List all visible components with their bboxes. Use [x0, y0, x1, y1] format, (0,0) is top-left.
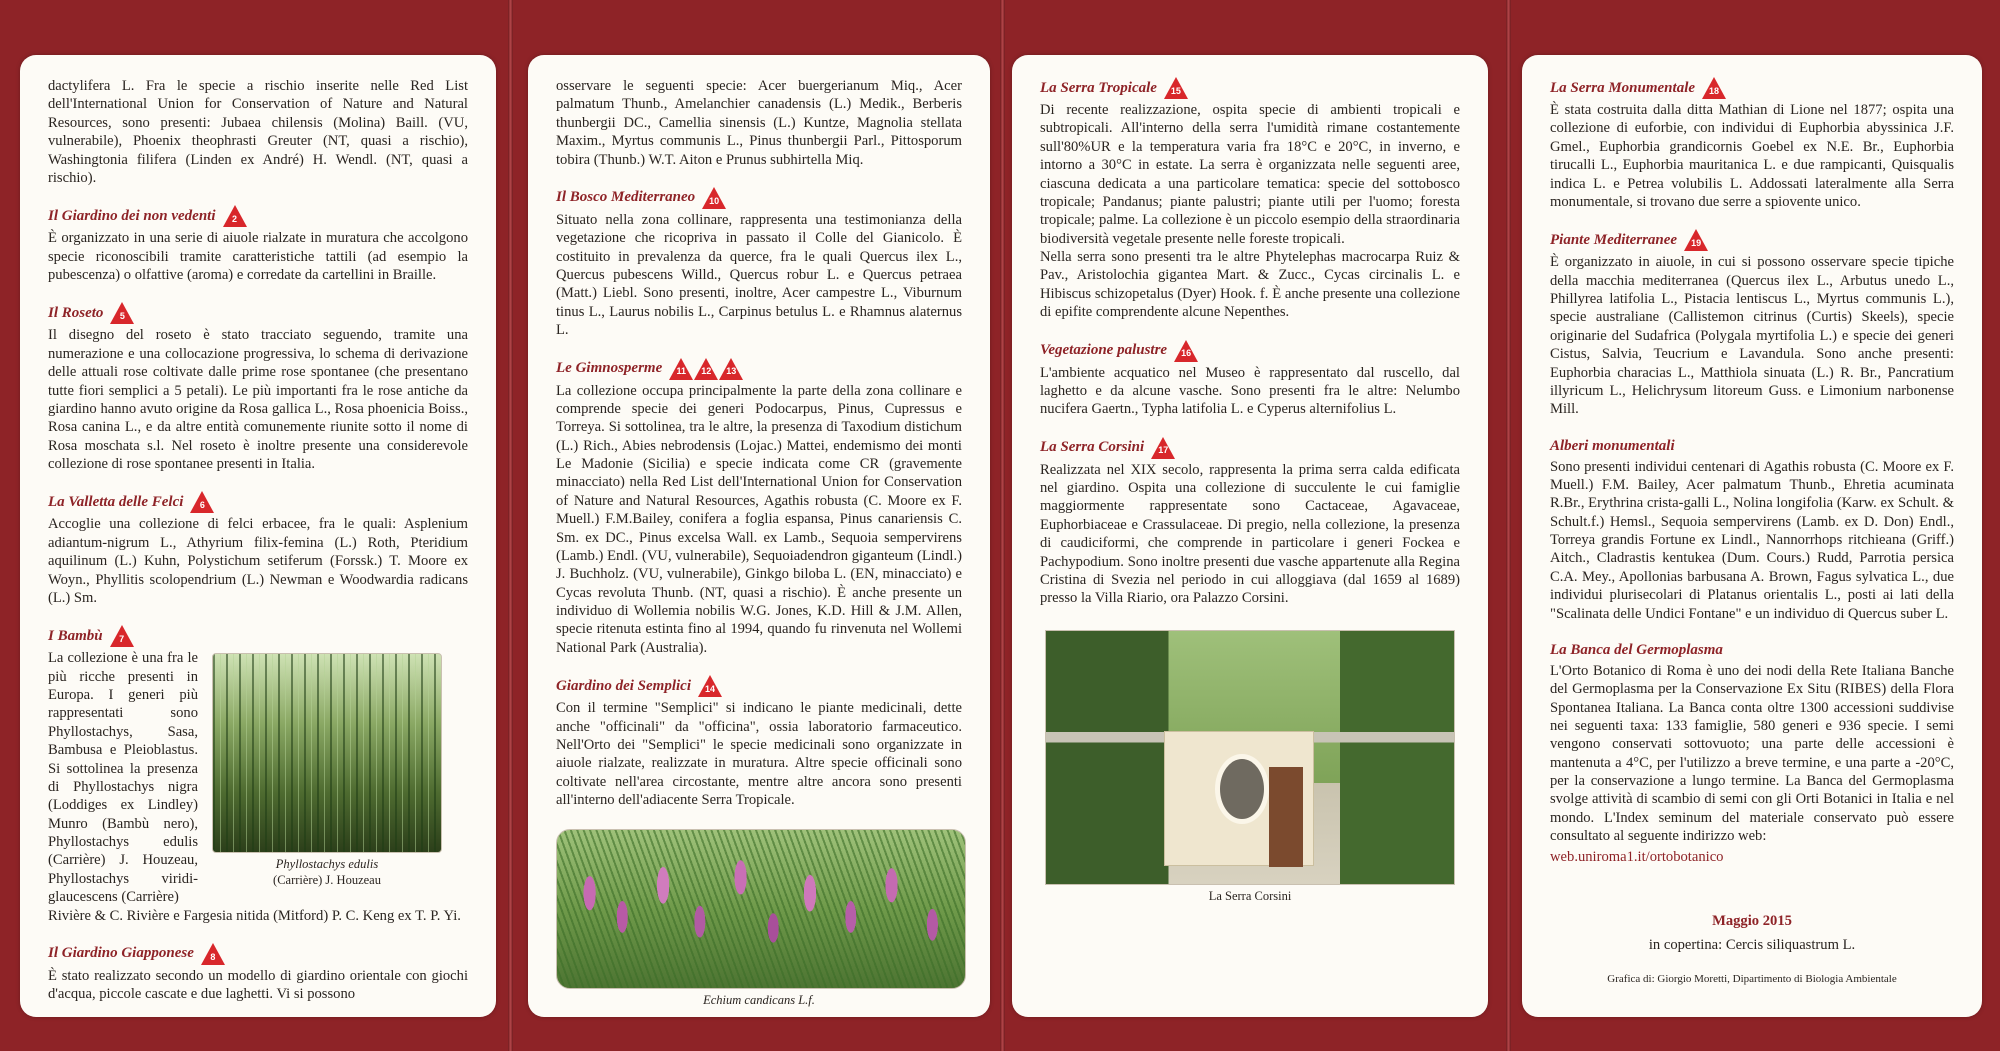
section-title: Il Giardino dei non vedenti 2 — [48, 205, 468, 227]
section-roseto — [48, 302, 468, 473]
section-serra-monumentale — [1550, 77, 1954, 211]
section-text: È organizzato in aiuole, in cui si possono osservare specie tipiche della macchia mediterranea (Quercus ilex L., Arbutus unedo L., Phillyrea latifolia L., Pistacia lentiscus L., Myrtus communis L.), specie australiane (Callistemon citrinus (Curtis) Skeels), specie originarie del Sudafrica (Polygala myrtifolia L.) e specie dei generi Cistus, Salvia, Teucrium e Lavandula. Sono anche presenti: Euphorbia characias L., Matthiola sinuata (L.) R. Br., Pancratium illyricum L., Helichrysum litoreum Guss. e Limonium narbonense Mill. — [1550, 254, 1954, 418]
section-title: Vegetazione palustre 16 — [1040, 340, 1460, 362]
section-text: Situato nella zona collinare, rappresenta una testimonianza della vegetazione che ricopriva in passato il Colle del Gianicolo. È costituito in prevalenza da querce, fra le quali Quercus ilex L., Quercus pubescens Willd., Quercus robur L. e Quercus petraea (Matt.) Liebl. Sono presenti, inoltre, Acer campestre L., Viburnum tinus L., Laurus nobilis L., Carpinus betulus L. e Rhamnus alaternus L. — [556, 211, 962, 339]
section-text-2: Nella serra sono presenti tra le altre Phytelephas macrocarpa Ruiz & Pav., Aristolochia gigantea Mart. & Zucc., Cycas circinalis L. e Hibiscus schizopetalus (Dyer) Hook. f. È anche presente una collezione di epifite comprendente alcune Nepenthes. — [1040, 249, 1460, 321]
section-text: È stato realizzato secondo un modello di giardino orientale con giochi d'acqua, piccole cascate e due laghetti. Vi si possono — [48, 967, 468, 1003]
section-bosco-mediterraneo — [556, 187, 962, 340]
publication-date: Maggio 2015 — [1712, 912, 1792, 929]
section-title: La Serra Tropicale 15 — [1040, 77, 1460, 99]
section-bambu — [48, 625, 468, 925]
brochure-panel-3 — [1012, 55, 1488, 1017]
section-alberi-monumentali — [1550, 437, 1954, 623]
section-gimnosperme — [556, 358, 962, 658]
section-title: Il Giardino Giapponese 8 — [48, 943, 468, 965]
section-text: L'ambiente acquatico nel Museo è rappresentato dal ruscello, dal laghetto e da alcune vasche. Sono presenti fra le altre: Nelumbo nucifera Gaertn., Typha latifolia L. e Cyperus alternifolius L. — [1040, 364, 1460, 418]
section-text: È organizzato in una serie di aiuole rialzate in muratura che accolgono specie riconoscibili tramite caratteristiche tattili (ad esempio la pubescenza) o olfattive (aroma) e corredate da cartellini in Braille. — [48, 230, 468, 283]
map-marker-icon: 10 — [702, 187, 726, 209]
section-text: Il disegno del roseto è stato tracciato seguendo, tramite una numerazione e una collocazione progressiva, lo schema di derivazione delle attuali rose coltivate dalle prime rose spontanee (che presentano tutte fiori semplici a 5 petali). Le più importanti fra le rose antiche da giardino hanno avuto origine da Rosa gallica L., Rosa phoenicia Boiss., Rosa canina L., e da altre entità comunemente riunite sotto il nome di Rosa moschata s.l. Nel roseto è inoltre presente una considerevole collezione di rose spontanee presenti in Italia. — [48, 327, 468, 472]
section-text: È stata costruita dalla ditta Mathian di Lione nel 1877; ospita una collezione di euforbie, con individui di Euphorbia abyssinica J.F. Gmel., Euphorbia grandicornis Goebel ex N.E. Br., Euphorbia tirucalli L., Euphorbia mauritanica L. e due rampicanti, Quisqualis indica L. e Petrea volubilis L. Addossati lateralmente alla Serra monumentale, si trovano due serre a spiovente unico. — [1550, 102, 1954, 210]
section-text: La collezione è una fra le più ricche presenti in Europa. I generi più rappresentati sono Phyllostachys, Sasa, Bambusa e Pleioblastus. Si sottolinea la presenza di Phyllostachys nigra (Loddiges ex Lindley) Munro (Bambù nero), Phyllostachys edulis (Carrière) J. Houzeau, Phyllostachys viridi-glaucescens (Carrière) — [48, 650, 198, 906]
map-marker-icon: 8 — [201, 943, 225, 965]
section-serra-corsini — [1040, 437, 1460, 608]
brochure-panel-2 — [528, 55, 990, 1017]
section-title: Piante Mediterranee 19 — [1550, 229, 1954, 251]
section-giardino-giapponese — [48, 943, 468, 1004]
section-text: L'Orto Botanico di Roma è uno dei nodi della Rete Italiana Banche del Germoplasma per la Conservazione Ex Situ (RIBES) della Flora Spontanea Italiana. La Banca conta oltre 1300 accessioni suddivise nei seguenti taxa: 133 famiglie, 580 generi e 936 specie. I semi vengono conservati sottovuoto; una parte delle accessioni è mantenuta a 4°C, per l'utilizzo a breve termine, e una parte a -20°C, per la conservazione a lungo termine. La Banca del Germoplasma svolge attività di scambio di semi con gli Orti Botanici in Italia e nel mondo. L'Index seminum del materiale conservato può essere consultato al seguente indirizzo web: — [1550, 662, 1954, 845]
section-giardino-non-vedenti — [48, 205, 468, 284]
section-text: Accoglie una collezione di felci erbacee, fra le quali: Asplenium adiantum-nigrum L., Athyrium filix-femina (L.) Roth, Pteridium aquilinum (L.) Kuhn, Polystichum setiferum (Forssk.) T. Moore ex Woyn., Phyllitis scolopendrium (L.) Newman e Woodwardia radicans (L.) Sm. — [48, 516, 468, 606]
map-marker-icon: 18 — [1702, 77, 1726, 99]
section-text: Con il termine "Semplici" si indicano le piante medicinali, dette anche "officinali" da "officina", ossia laboratorio farmaceutico. Nell'Orto dei "Semplici" le specie medicinali sono organizzate in aiuole rialzate, realizzate in muratura. Altre specie officinali sono coltivate nell'area circostante, mentre altre ancora sono presenti all'interno dell'adiacente Serra Tropicale. — [556, 700, 962, 808]
bamboo-photo — [212, 653, 442, 853]
intro-text: osservare le seguenti specie: Acer buergerianum Miq., Acer palmatum Thunb., Amelanchier canadensis (L.) Medik., Berberis thunbergii DC., Camellia sinensis (L.) Kuntze, Magnolia stellata Maxim., Myrtus communis L., Pinus thunbergii Parl., Pittosporum tobira (Thunb.) W.T. Aiton e Prunus subhirtella Miq. — [556, 78, 962, 168]
greenhouse-building-shape — [1164, 731, 1314, 866]
fold-line — [1506, 0, 1511, 1051]
cover-note: in copertina: Cercis siliquastrum L. — [1648, 937, 1856, 954]
website-link[interactable]: web.uniroma1.it/ortobotanico — [1550, 848, 1724, 865]
brochure-panel-4 — [1522, 55, 1982, 1017]
section-text: La collezione occupa principalmente la parte della zona collinare e comprende specie dei generi Podocarpus, Pinus, Cupressus e Torreya. Si sottolinea, tra le altre, la presenza di Taxodium distichum (L.) Rich., Abies nebrodensis (Lojac.) Mattei, endemismo dei monti Le Madonie (Sicilia) e specie indicata come CR (gravemente minacciato) nella Red List dell'International Union for Conservation of Nature and Natural Resources, Agathis robusta (C. Moore ex F. Muell.) F.M.Bailey, conifera a foglia espansa, Pinus canariensis C. Sm. ex DC., Pinus excelsa Wall. ex Lamb., Sequoia sempervirens (Lamb.) Endl. (VU, vulnerabile), Sequoiadendron giganteum (Lindl.) J. Buchholz. (VU, vulnerabile), Ginkgo biloba L. (EN, minacciato) e Cycas revoluta Thunb. (NT, quasi a rischio). È anche presente un individuo di Wollemia nobilis W.G. Jones, K.D. Hill & J.M. Allen, specie ritenuta estinta fino al 1994, quando fu rinvenuta nel Wollemi National Park (Australia). — [556, 382, 962, 656]
section-text: Di recente realizzazione, ospita specie di ambienti tropicali e subtropicali. All'interno della serra l'umidità rimane costantemente sull'80%UR e la temperatura varia fra 18°C e 20°C, in inverno, e intorno a 30°C in estate. La serra è organizzata nelle seguenti aree, ciascuna dedicata a una particolare tematica: specie del sottobosco tropicale; Pandanus; piante palustri; piante utili per l'uomo; foresta tropicale; palme. La collezione è un piccolo esempio della straordinaria biodiversità vegetale presente nelle foreste tropicali. — [1040, 102, 1460, 247]
map-marker-icon: 17 — [1151, 437, 1175, 459]
section-text: Sono presenti individui centenari di Agathis robusta (C. Moore ex F. Muell.) F.M. Bailey, Acer palmatum Thunb., Ehretia acuminata R.Br., Erythrina crista-galli L., Nolina longifolia (Karw. ex Schult. & Schult.f.) Hemsl., Sequoia sempervirens (Lamb. ex D. Don) Endl., Torreya grandis Fortune ex Lindl., Nannorrhops ritchieana (Griff.) Aitch., Cladrastis kentukea (Dum. Cours.) Rudd, Parrotia persica C.A. Mey., Apollonias barbusana A. Brown, Fagus sylvatica L., due individui plurisecolari di Platanus orientalis L., posti ai lati della "Scalinata delle Undici Fontane" e un individuo di Quercus suber L. — [1550, 458, 1954, 622]
serra-corsini-photo — [1045, 630, 1455, 885]
map-marker-icon: 12 — [694, 358, 718, 380]
map-marker-icon: 19 — [1684, 229, 1708, 251]
section-title: Alberi monumentali — [1550, 437, 1675, 454]
map-marker-icon: 11 — [669, 358, 693, 380]
section-text: Realizzata nel XIX secolo, rappresenta la prima serra calda edificata nel giardino. Ospita una collezione di succulente le cui famiglie maggiormente rappresentate sono Cactaceae, Agavaceae, Euphorbiaceae e Crassulaceae. Di pregio, nella collezione, la presenza di caudiciformi, che comprende in particolare i generi Fockea e Pachypodium. Sono inoltre presenti due vasche appartenute alla Regina Cristina di Svezia nel periodo in cui alloggiava (dal 1659 al 1689) presso la Villa Riario, ora Palazzo Corsini. — [1040, 461, 1460, 607]
map-marker-icon: 5 — [110, 302, 134, 324]
section-valletta-felci — [48, 491, 468, 607]
map-marker-icon: 15 — [1164, 77, 1188, 99]
map-marker-icon: 13 — [719, 358, 743, 380]
section-banca-germoplasma — [1550, 641, 1954, 866]
map-marker-icon: 16 — [1174, 340, 1198, 362]
section-title: La Valletta delle Felci 6 — [48, 491, 468, 513]
section-title: La Serra Monumentale 18 — [1550, 77, 1954, 99]
echium-photo — [556, 829, 966, 989]
section-title: Il Bosco Mediterraneo 10 — [556, 187, 962, 209]
section-title: Giardino dei Semplici 14 — [556, 675, 962, 697]
intro-text: dactylifera L. Fra le specie a rischio inserite nelle Red List dell'International Union for Conservation of Nature and Natural Resources, sono presenti: Jubaea chilensis (Molina) Baill. (VU, vulnerabile), Phoenix theophrasti Greuter (NT, quasi a rischio), Washingtonia filifera (Linden ex André) H. Wendl. (NT, quasi a rischio). — [48, 78, 468, 186]
section-piante-mediterranee — [1550, 229, 1954, 418]
section-giardino-semplici — [556, 675, 962, 809]
fold-line — [508, 0, 513, 1051]
section-title: La Serra Corsini 17 — [1040, 437, 1460, 459]
section-title: Le Gimnosperme 11 12 13 — [556, 358, 962, 380]
section-vegetazione-palustre — [1040, 340, 1460, 419]
map-marker-icon: 6 — [190, 491, 214, 513]
section-serra-tropicale — [1040, 77, 1460, 322]
map-marker-icon: 7 — [110, 625, 134, 647]
section-title: Il Roseto 5 — [48, 302, 468, 324]
brochure-panel-1 — [20, 55, 496, 1017]
photo-caption: Echium candicans L.f. — [703, 993, 815, 1008]
section-title: La Banca del Germoplasma — [1550, 641, 1723, 658]
photo-caption-species: Phyllostachys edulis — [275, 857, 379, 872]
map-marker-icon: 14 — [698, 675, 722, 697]
photo-caption-author: (Carrière) J. Houzeau — [273, 873, 381, 887]
graphics-credit: Grafica di: Giorgio Moretti, Dipartimento di Biologia Ambientale — [1607, 972, 1897, 985]
photo-caption: La Serra Corsini — [1208, 888, 1292, 903]
map-marker-icon: 2 — [223, 205, 247, 227]
section-title: I Bambù 7 — [48, 625, 468, 647]
section-text-end: Rivière & C. Rivière e Fargesia nitida (Mitford) P. C. Keng ex T. P. Yi. — [48, 907, 461, 924]
fold-line — [1000, 0, 1005, 1051]
